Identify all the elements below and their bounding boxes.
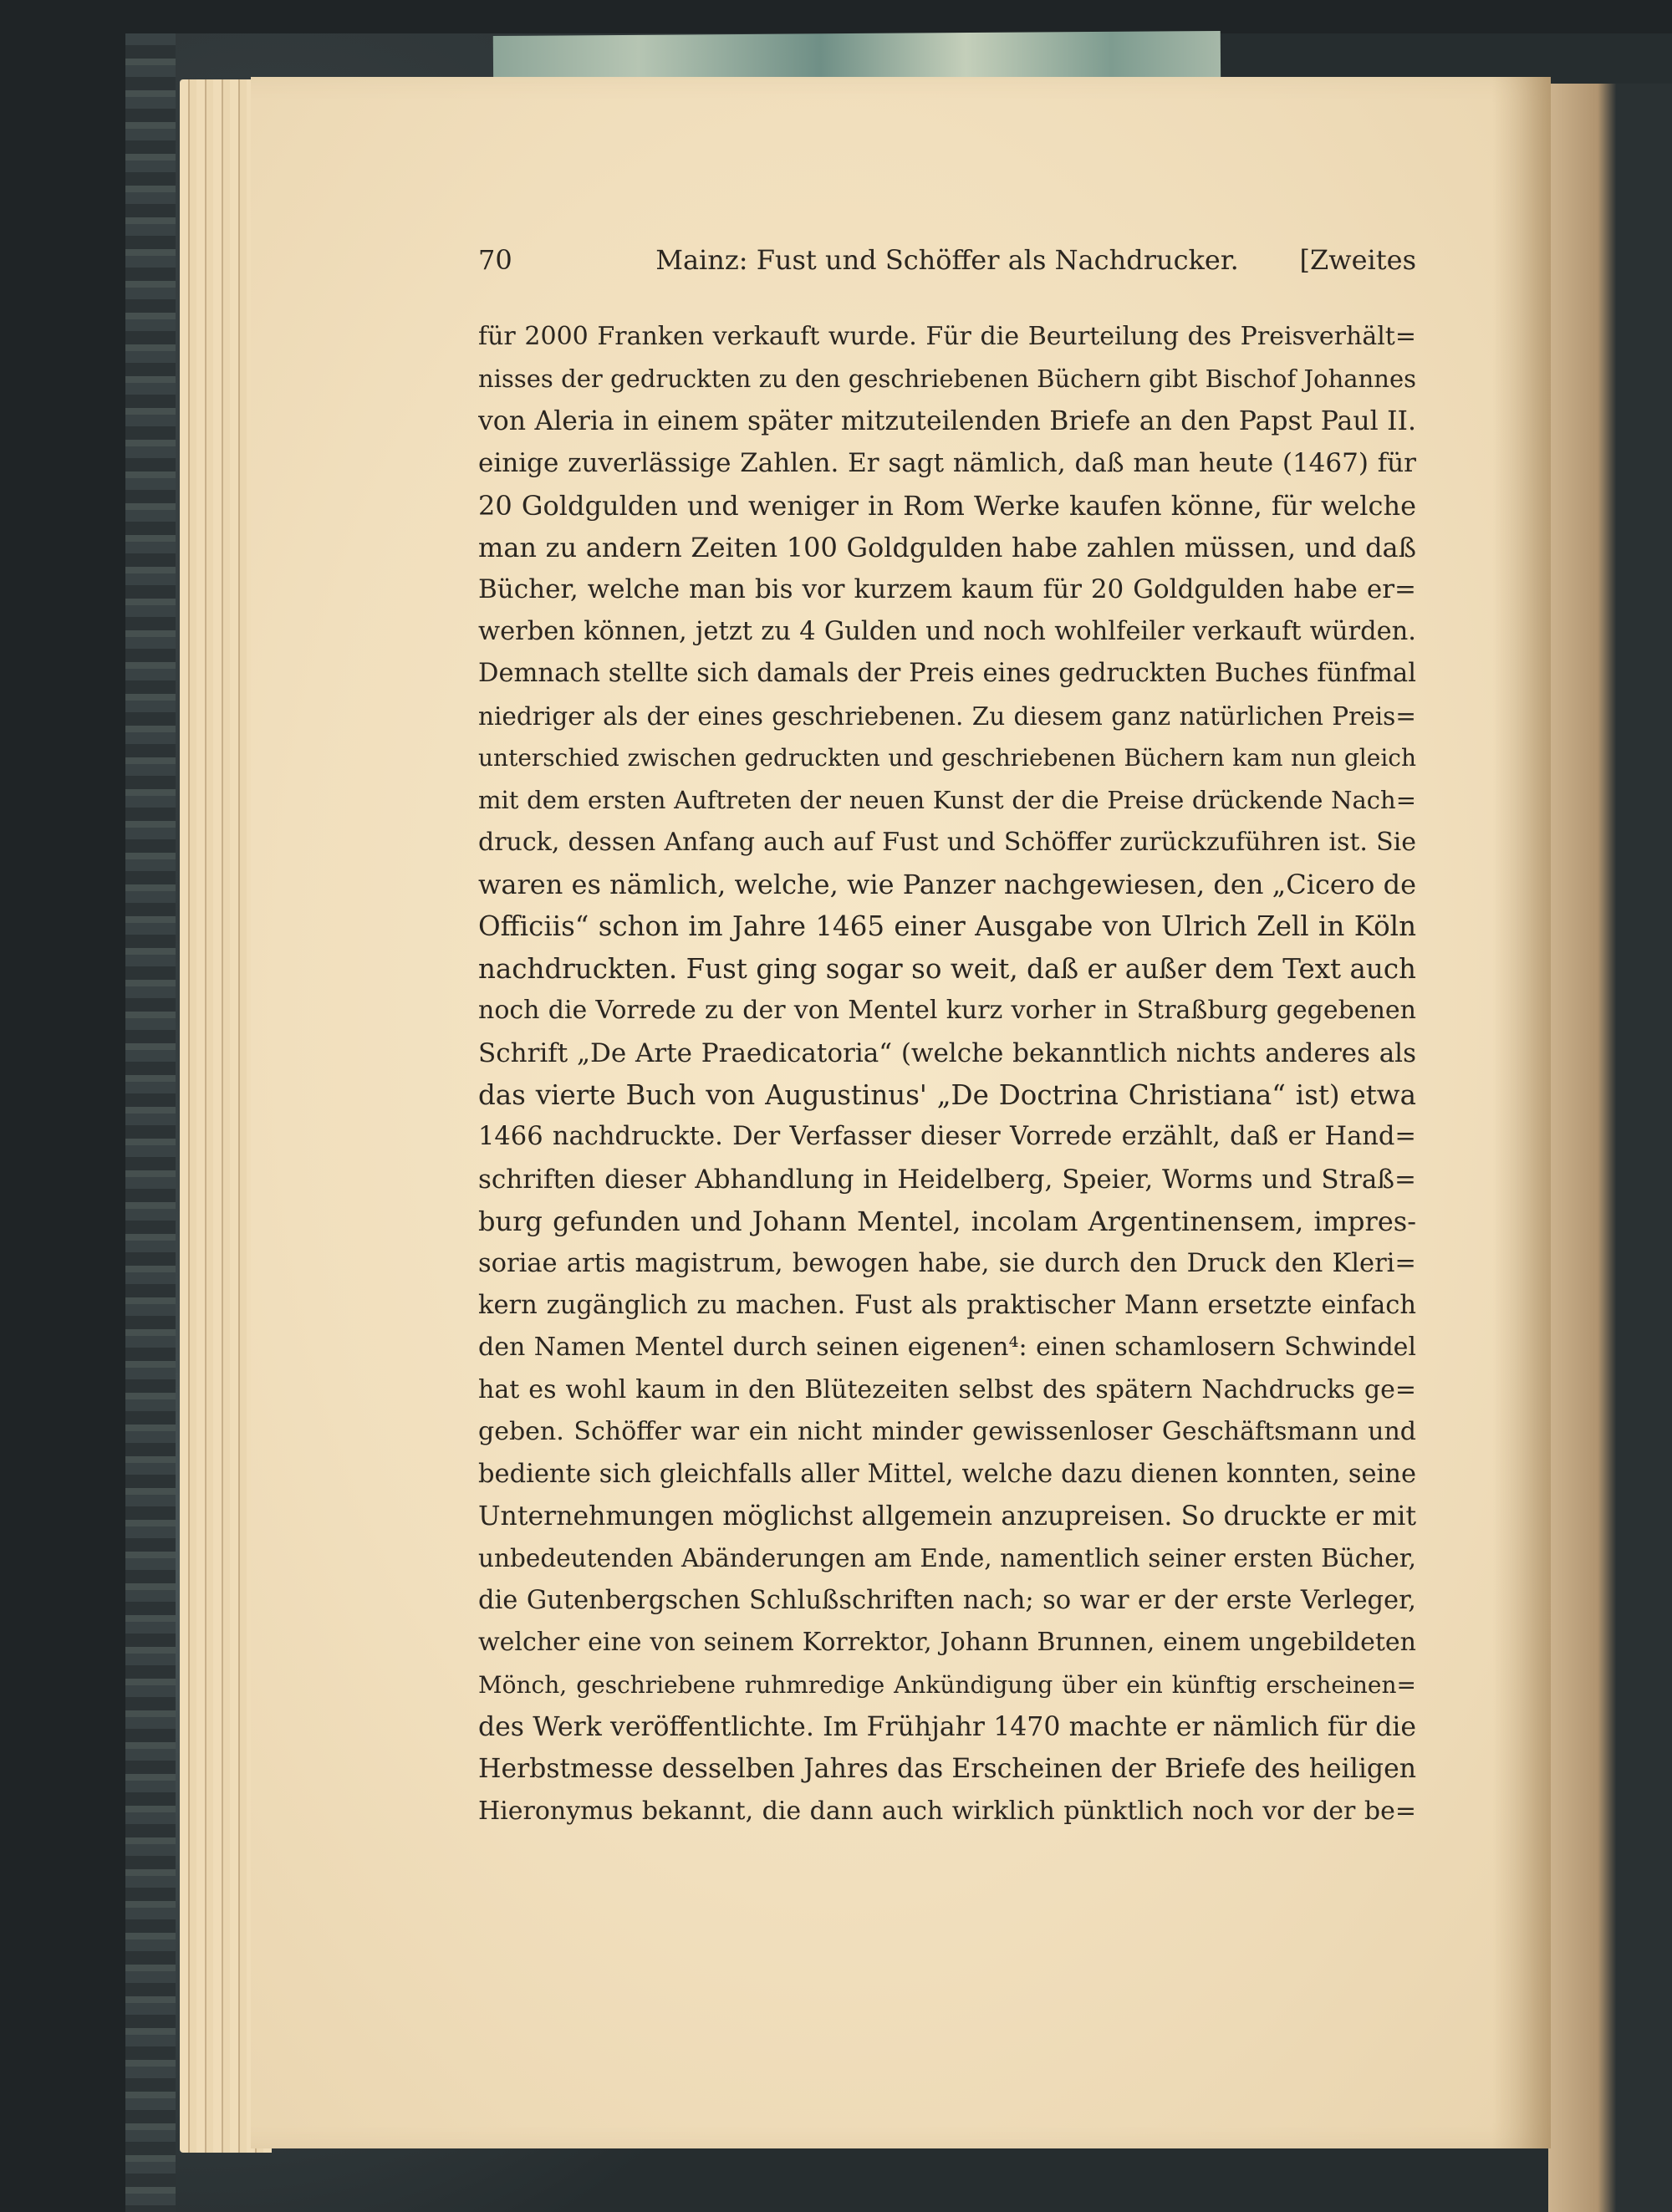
text-line: waren es nämlich, welche, wie Panzer nachgewiesen, den „Cicero de xyxy=(478,869,1416,901)
text-line: Schrift „De Arte Praedicatoria“ (welche bekanntlich nichts anderes als xyxy=(478,1037,1416,1068)
text-line: werben können, jetzt zu 4 Gulden und noch wohlfeiler verkauft würden. xyxy=(478,616,1416,646)
text-line: von Aleria in einem später mitzuteilenden Briefe an den Papst Paul II. xyxy=(478,405,1416,436)
facing-page-edge xyxy=(1548,84,1672,2212)
page-gutter-shadow xyxy=(1492,77,1551,2148)
text-line: das vierte Buch von Augustinus' „De Doctrina Christiana“ ist) etwa xyxy=(478,1079,1416,1112)
text-line: Bücher, welche man bis vor kurzem kaum für 20 Goldgulden habe er= xyxy=(478,574,1416,605)
running-header xyxy=(478,244,1416,286)
text-line: den Namen Mentel durch seinen eigenen⁴: einen schamlosern Schwindel xyxy=(478,1333,1416,1363)
text-line: Officiis“ schon im Jahre 1465 einer Ausgabe von Ulrich Zell in Köln xyxy=(478,910,1416,943)
text-line: bediente sich gleichfalls aller Mittel, welche dazu dienen konnten, seine xyxy=(478,1459,1416,1489)
text-line: Demnach stellte sich damals der Preis eines gedruckten Buches fünfmal xyxy=(478,659,1416,689)
text-line: unbedeutenden Abänderungen am Ende, namentlich seiner ersten Bücher, xyxy=(478,1544,1416,1573)
book-spine xyxy=(125,33,176,2212)
text-line: die Gutenbergschen Schlußschriften nach; so war er der erste Verleger, xyxy=(478,1585,1416,1615)
text-line: niedriger als der eines geschriebenen. Zu diesem ganz natürlichen Preis= xyxy=(478,701,1416,731)
section-label: [Zweites xyxy=(1299,244,1416,276)
text-line: nisses der gedruckten zu den geschriebenen Büchern gibt Bischof Johannes xyxy=(478,364,1416,394)
text-line: 1466 nachdruckte. Der Verfasser dieser Vorrede erzählt, daß er Hand= xyxy=(478,1122,1416,1152)
text-line: 20 Goldgulden und weniger in Rom Werke kaufen könne, für welche xyxy=(478,489,1416,522)
text-line: Herbstmesse desselben Jahres das Erscheinen der Briefe des heiligen xyxy=(478,1754,1416,1785)
text-line: des Werk veröffentlichte. Im Frühjahr 1470 machte er nämlich für die xyxy=(478,1711,1416,1742)
text-line: einige zuverlässige Zahlen. Er sagt nämlich, daß man heute (1467) für xyxy=(478,448,1416,479)
text-line: welcher eine von seinem Korrektor, Johann Brunnen, einem ungebildeten xyxy=(478,1628,1416,1658)
text-line: man zu andern Zeiten 100 Goldgulden habe zahlen müssen, und daß xyxy=(478,531,1416,563)
text-line: noch die Vorrede zu der von Mentel kurz vorher in Straßburg gegebenen xyxy=(478,996,1416,1026)
text-line: kern zugänglich zu machen. Fust als praktischer Mann ersetzte einfach xyxy=(478,1290,1416,1320)
text-line: unterschied zwischen gedruckten und geschriebenen Büchern kam nun gleich xyxy=(478,743,1416,772)
body-text xyxy=(478,316,1416,1832)
text-line: druck, dessen Anfang auch auf Fust und Schöffer zurückzuführen ist. Sie xyxy=(478,827,1416,857)
text-line: Mönch, geschriebene ruhmredige Ankündigung über ein künftig erscheinen= xyxy=(478,1670,1416,1699)
text-line: soriae artis magistrum, bewogen habe, sie durch den Druck den Kleri= xyxy=(478,1248,1416,1278)
text-line: burg gefunden und Johann Mentel, incolam Argentinensem, impres- xyxy=(478,1205,1416,1238)
text-line: schriften dieser Abhandlung in Heidelberg, Speier, Worms und Straß= xyxy=(478,1164,1416,1195)
text-line: Unternehmungen möglichst allgemein anzupreisen. So druckte er mit xyxy=(478,1501,1416,1532)
page-number: 70 xyxy=(478,244,512,276)
running-title: Mainz: Fust und Schöffer als Nachdrucker. xyxy=(655,244,1239,276)
text-line: hat es wohl kaum in den Blütezeiten selbst des spätern Nachdrucks ge= xyxy=(478,1374,1416,1404)
text-line: nachdruckten. Fust ging sogar so weit, daß er außer dem Text auch xyxy=(478,952,1416,985)
text-line: für 2000 Franken verkauft wurde. Für die Beurteilung des Preisverhält= xyxy=(478,322,1416,351)
text-line: mit dem ersten Auftreten der neuen Kunst der die Preise drückende Nach= xyxy=(478,786,1416,815)
text-line: Hieronymus bekannt, die dann auch wirklich pünktlich noch vor der be= xyxy=(478,1796,1416,1826)
text-line: geben. Schöffer war ein nicht minder gewissenloser Geschäftsmann und xyxy=(478,1417,1416,1447)
